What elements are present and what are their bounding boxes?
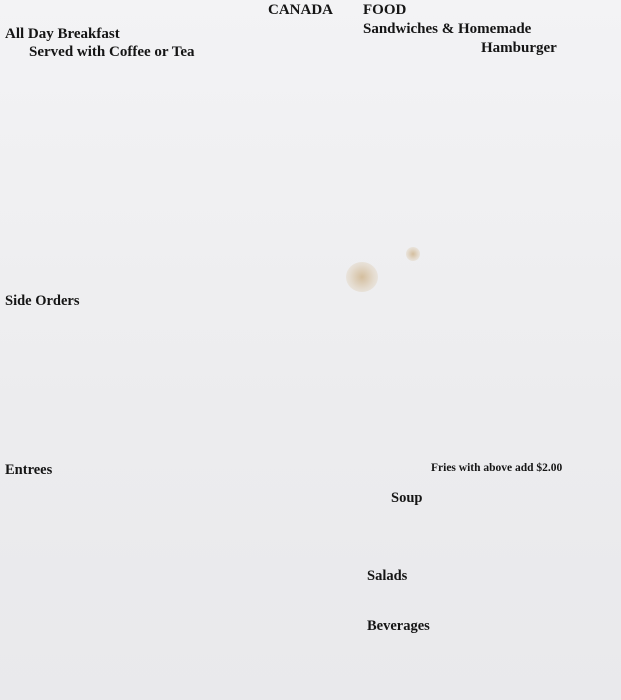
entrees-title: Entrees xyxy=(5,462,53,478)
header-canada: CANADA xyxy=(268,2,333,18)
paper-stain xyxy=(346,262,378,292)
sandwiches-title-line2: Hamburger xyxy=(481,40,557,56)
sandwiches-title: Sandwiches & Homemade xyxy=(363,21,532,37)
paper-stain xyxy=(406,247,420,261)
breakfast-title: All Day Breakfast xyxy=(5,26,120,42)
soup-title: Soup xyxy=(391,490,423,506)
breakfast-subtitle: Served with Coffee or Tea xyxy=(29,44,195,60)
fries-note: Fries with above add $2.00 xyxy=(431,462,563,474)
side-orders-title: Side Orders xyxy=(5,293,80,309)
header-food: FOOD xyxy=(363,2,407,18)
beverages-title: Beverages xyxy=(367,618,430,634)
salads-title: Salads xyxy=(367,568,408,584)
